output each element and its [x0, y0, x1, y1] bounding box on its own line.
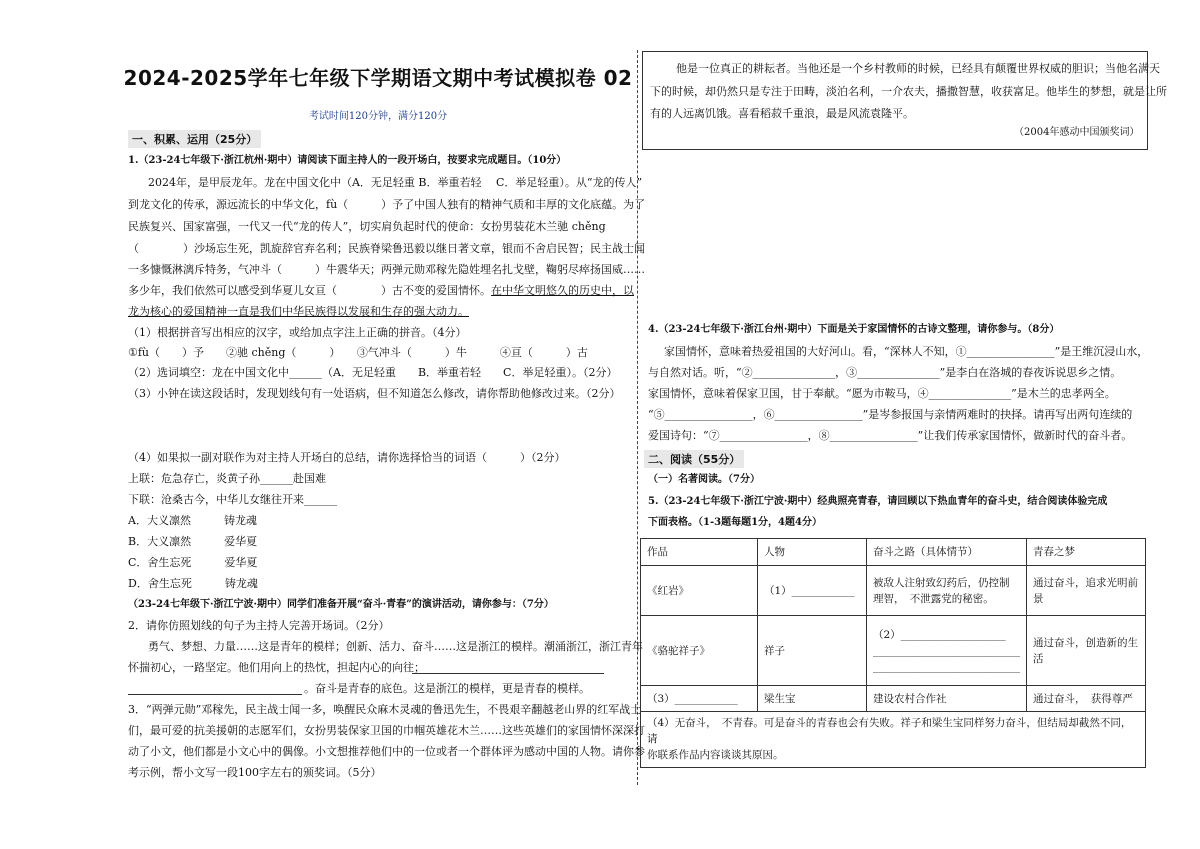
q1-para-line: 一多慷慨淋漓斥特务，气冲斗（ ）牛震华天；两弹元勋邓稼先隐姓埋名扎戈壁，鞠躬尽瘁扬国威……: [128, 263, 645, 276]
q3-line: 动了小文，他们都是小文心中的偶像。小文想推荐他们中的一位或者一个群体评为感动中国的人物。请你参: [128, 745, 645, 758]
q1-para-line: （ ）沙场忘生死，凯旋辞官弃名利；民族脊梁鲁迅毅以继日著文章，银而不舍启民智；民主战士闻: [128, 242, 645, 255]
q4-line: 家国情怀，意味着热爱祖国的大好河山。看，“深林人不知，①________________”是王维沉浸山水，: [664, 345, 1149, 358]
q2-line: 勇气、梦想、力量……这是青年的模样；创新、活力、奋斗……这是浙江的模样。潮涌浙江，浙江青年: [148, 640, 643, 653]
table-cell-line: 被敌人注射致幻药后，仍控制: [873, 576, 1010, 589]
example-line: 下的时候，却仍然只是专注于田畴，淡泊名利，一介农夫，播撒智慧，收获富足。他毕生的梦想，就是让所: [650, 85, 1167, 98]
table-cell-line: （2）____________________: [873, 628, 1006, 641]
q1-para-line: [128, 284, 634, 298]
left-column: [120, 0, 646, 849]
table-header: 奋斗之路（具体情节）: [867, 539, 1027, 566]
table-cell: [641, 712, 1146, 768]
option-a: A．大义凛然 铸龙魂: [128, 514, 257, 527]
q1-sub3: （3）小钟在读这段话时，发现划线句有一处语病，但不知道怎么修改，请你帮助他修改过来。（2分）: [128, 387, 621, 400]
couplet-lower: 下联：沧桑古今，中华儿女继往开来______: [128, 493, 337, 506]
table-row: [641, 616, 1146, 686]
example-line: 有的人远离饥饿。喜看稻菽千重浪，最是风流袁隆平。: [650, 107, 914, 120]
q5-heading: 5.（23-24七年级下·浙江宁波·期中）经典照亮青春，请回顾以下热血青年的奋斗史，结合阅读体验完成: [648, 496, 1108, 507]
q1-sub1: （1）根据拼音写出相应的汉字，或给加点字注上正确的拼音。（4分）: [128, 326, 467, 339]
option-c: C．舍生忘死 爱华夏: [128, 556, 258, 569]
table-cell: 通过奋斗，追求光明前景: [1027, 566, 1146, 616]
table-header: 作品: [641, 539, 758, 566]
table-cell: [867, 566, 1027, 616]
q5-heading: 下面表格。（1-3题每题1分，4题4分）: [648, 517, 822, 528]
q1-underlined-sentence: 龙为核心的爱国精神一直是我们中华民族得以发展和生存的强大动力。: [128, 305, 469, 318]
table-cell: 《骆驼祥子》: [641, 616, 758, 686]
exam-subtitle: 考试时间120分钟，满分120分: [308, 111, 448, 122]
subsection-heading: （一）名著阅读。（7分）: [648, 474, 760, 485]
q3-line: 3．“两弹元勋”邓稼先，民主战士闻一多，唤醒民众麻木灵魂的鲁迅先生，不畏艰辛翻越老山界的红军战士: [128, 703, 642, 716]
table-header-row: [641, 539, 1146, 566]
q2-group-heading: （23-24七年级下·浙江宁波·期中）同学们准备开展“奋斗·青春”的演讲活动，请你参与：（7分）: [128, 599, 554, 610]
exam-title: 2024-2025学年七年级下学期语文期中考试模拟卷 02: [123, 66, 633, 90]
table-row: [641, 712, 1146, 768]
reading-table: [640, 538, 1146, 768]
table-row: [641, 686, 1146, 712]
table-cell-blank[interactable]: （1）____________: [758, 566, 867, 616]
q1-para-text: 多少年，我们依然可以感受到华夏儿女亘（ ）古不变的爱国情怀。: [128, 284, 491, 297]
table-cell-line: ____________________________: [873, 644, 1020, 657]
q1-sub4: （4）如果拟一副对联作为对主持人开场白的总结，请你选择恰当的词语（ ）（2分）: [128, 451, 566, 464]
q2-line: 。奋斗是青春的底色。这是浙江的模样，更是青春的模样。: [304, 682, 590, 695]
table-row: [641, 566, 1146, 616]
q3-line: 们，最可爱的抗美援朝的志愿军们，女扮男装保家卫国的巾帼英雄花木兰……这些英雄们的家国情怀深深打: [128, 724, 645, 737]
q4-line: “⑤________________，⑥________________”是岑参报国与亲情两难时的抉择。请再写出两句连续的: [648, 408, 1133, 421]
q4-heading: 4.（23-24七年级下·浙江台州·期中）下面是关于家国情怀的古诗文整理，请你参与。（8分）: [648, 324, 1060, 335]
q1-heading: 1.（23-24七年级下·浙江杭州·期中）请阅读下面主持人的一段开场白，按要求完成题目。（10分）: [128, 155, 567, 166]
table-cell: 通过奋斗， 获得尊严: [1027, 686, 1146, 712]
q1-para-line: 到龙文化的传承，源远流长的中华文化，fù（ ）予了中国人独有的精神气质和丰厚的文化底蕴。为了: [128, 198, 646, 211]
table-cell-line: （4）无奋斗， 不青春。可是奋斗的青春也会有失败。祥子和梁生宝同样努力奋斗，但结局却截然不同，请: [647, 717, 1132, 745]
table-cell-line: 理智， 不泄露党的秘密。: [873, 592, 994, 605]
table-cell: 梁生宝: [758, 686, 867, 712]
table-cell: 通过奋斗，创造新的生活: [1027, 616, 1146, 686]
q1-sub2: （2）选词填空：龙在中国文化中______（A．无足轻重 B．举重若轻 C．举足轻重）。（2分）: [128, 366, 618, 379]
option-d: D．舍生忘死 铸龙魂: [128, 577, 258, 590]
q4-line: 家国情怀，意味着保家卫国，甘于奉献。“愿为市鞍马，④_______________”是木兰的忠孝两全。: [648, 387, 1116, 400]
table-cell-line: 你联系作品内容谈谈其原因。: [647, 749, 784, 761]
example-line: 他是一位真正的耕耘者。当他还是一个乡村教师的时候，已经具有颠覆世界权威的胆识；当他名满天: [676, 62, 1160, 75]
table-cell: 《红岩》: [641, 566, 758, 616]
q2-answer-blank[interactable]: [412, 673, 604, 674]
option-b: B．大义凛然 爱华夏: [128, 535, 258, 548]
q3-line: 考示例，帮小文写一段100字左右的颁奖词。（5分）: [128, 766, 382, 779]
column-divider: [637, 50, 638, 785]
q2-answer-blank[interactable]: [128, 694, 302, 695]
q1-sub1-options: ①fù（ ）予 ②驰 chěng（ ） ③气冲斗（ ）牛 ④亘（ ）古: [128, 346, 588, 359]
q4-line: 与自然对话。听，“②_______________，③_______________”是李白在洛城的春夜诉说思乡之情。: [648, 366, 1122, 379]
table-cell-blank[interactable]: [867, 616, 1027, 686]
q4-line: 爱国诗句：“⑦________________，⑧________________”让我们传承家国情怀，做新时代的奋斗者。: [648, 429, 1133, 442]
q1-para-line: 民族复兴、国家富强，一代又一代“龙的传人”，切实肩负起时代的使命：女扮男装花木兰驰 chěng: [128, 220, 606, 233]
q1-underlined-sentence: 在中华文明悠久的历史中，以: [491, 284, 634, 297]
table-header: 青春之梦: [1027, 539, 1146, 566]
table-header: 人物: [758, 539, 867, 566]
couplet-upper: 上联：危急存亡，炎黄子孙______赴国难: [128, 472, 326, 485]
table-cell: 建设农村合作社: [867, 686, 1027, 712]
q2-line: 怀揣初心，一路坚定。他们用向上的热忱，担起内心的向往；: [128, 661, 425, 674]
table-cell-line: ____________________________: [873, 660, 1020, 673]
table-cell-blank[interactable]: （3）____________: [641, 686, 758, 712]
q2-heading: 2．请你仿照划线的句子为主持人完善开场词。（2分）: [128, 619, 390, 632]
q1-para-line: 2024年，是甲辰龙年。龙在中国文化中（A．无足轻重 B．举重若轻 C．举足轻重）。从“龙的传人”: [148, 176, 643, 189]
section-heading-2: 二、阅读（55分）: [644, 450, 744, 468]
table-cell: 祥子: [758, 616, 867, 686]
section-heading-1: 一、积累、运用（25分）: [128, 130, 261, 148]
example-source: （2004年感动中国颁奖词）: [1014, 127, 1140, 138]
